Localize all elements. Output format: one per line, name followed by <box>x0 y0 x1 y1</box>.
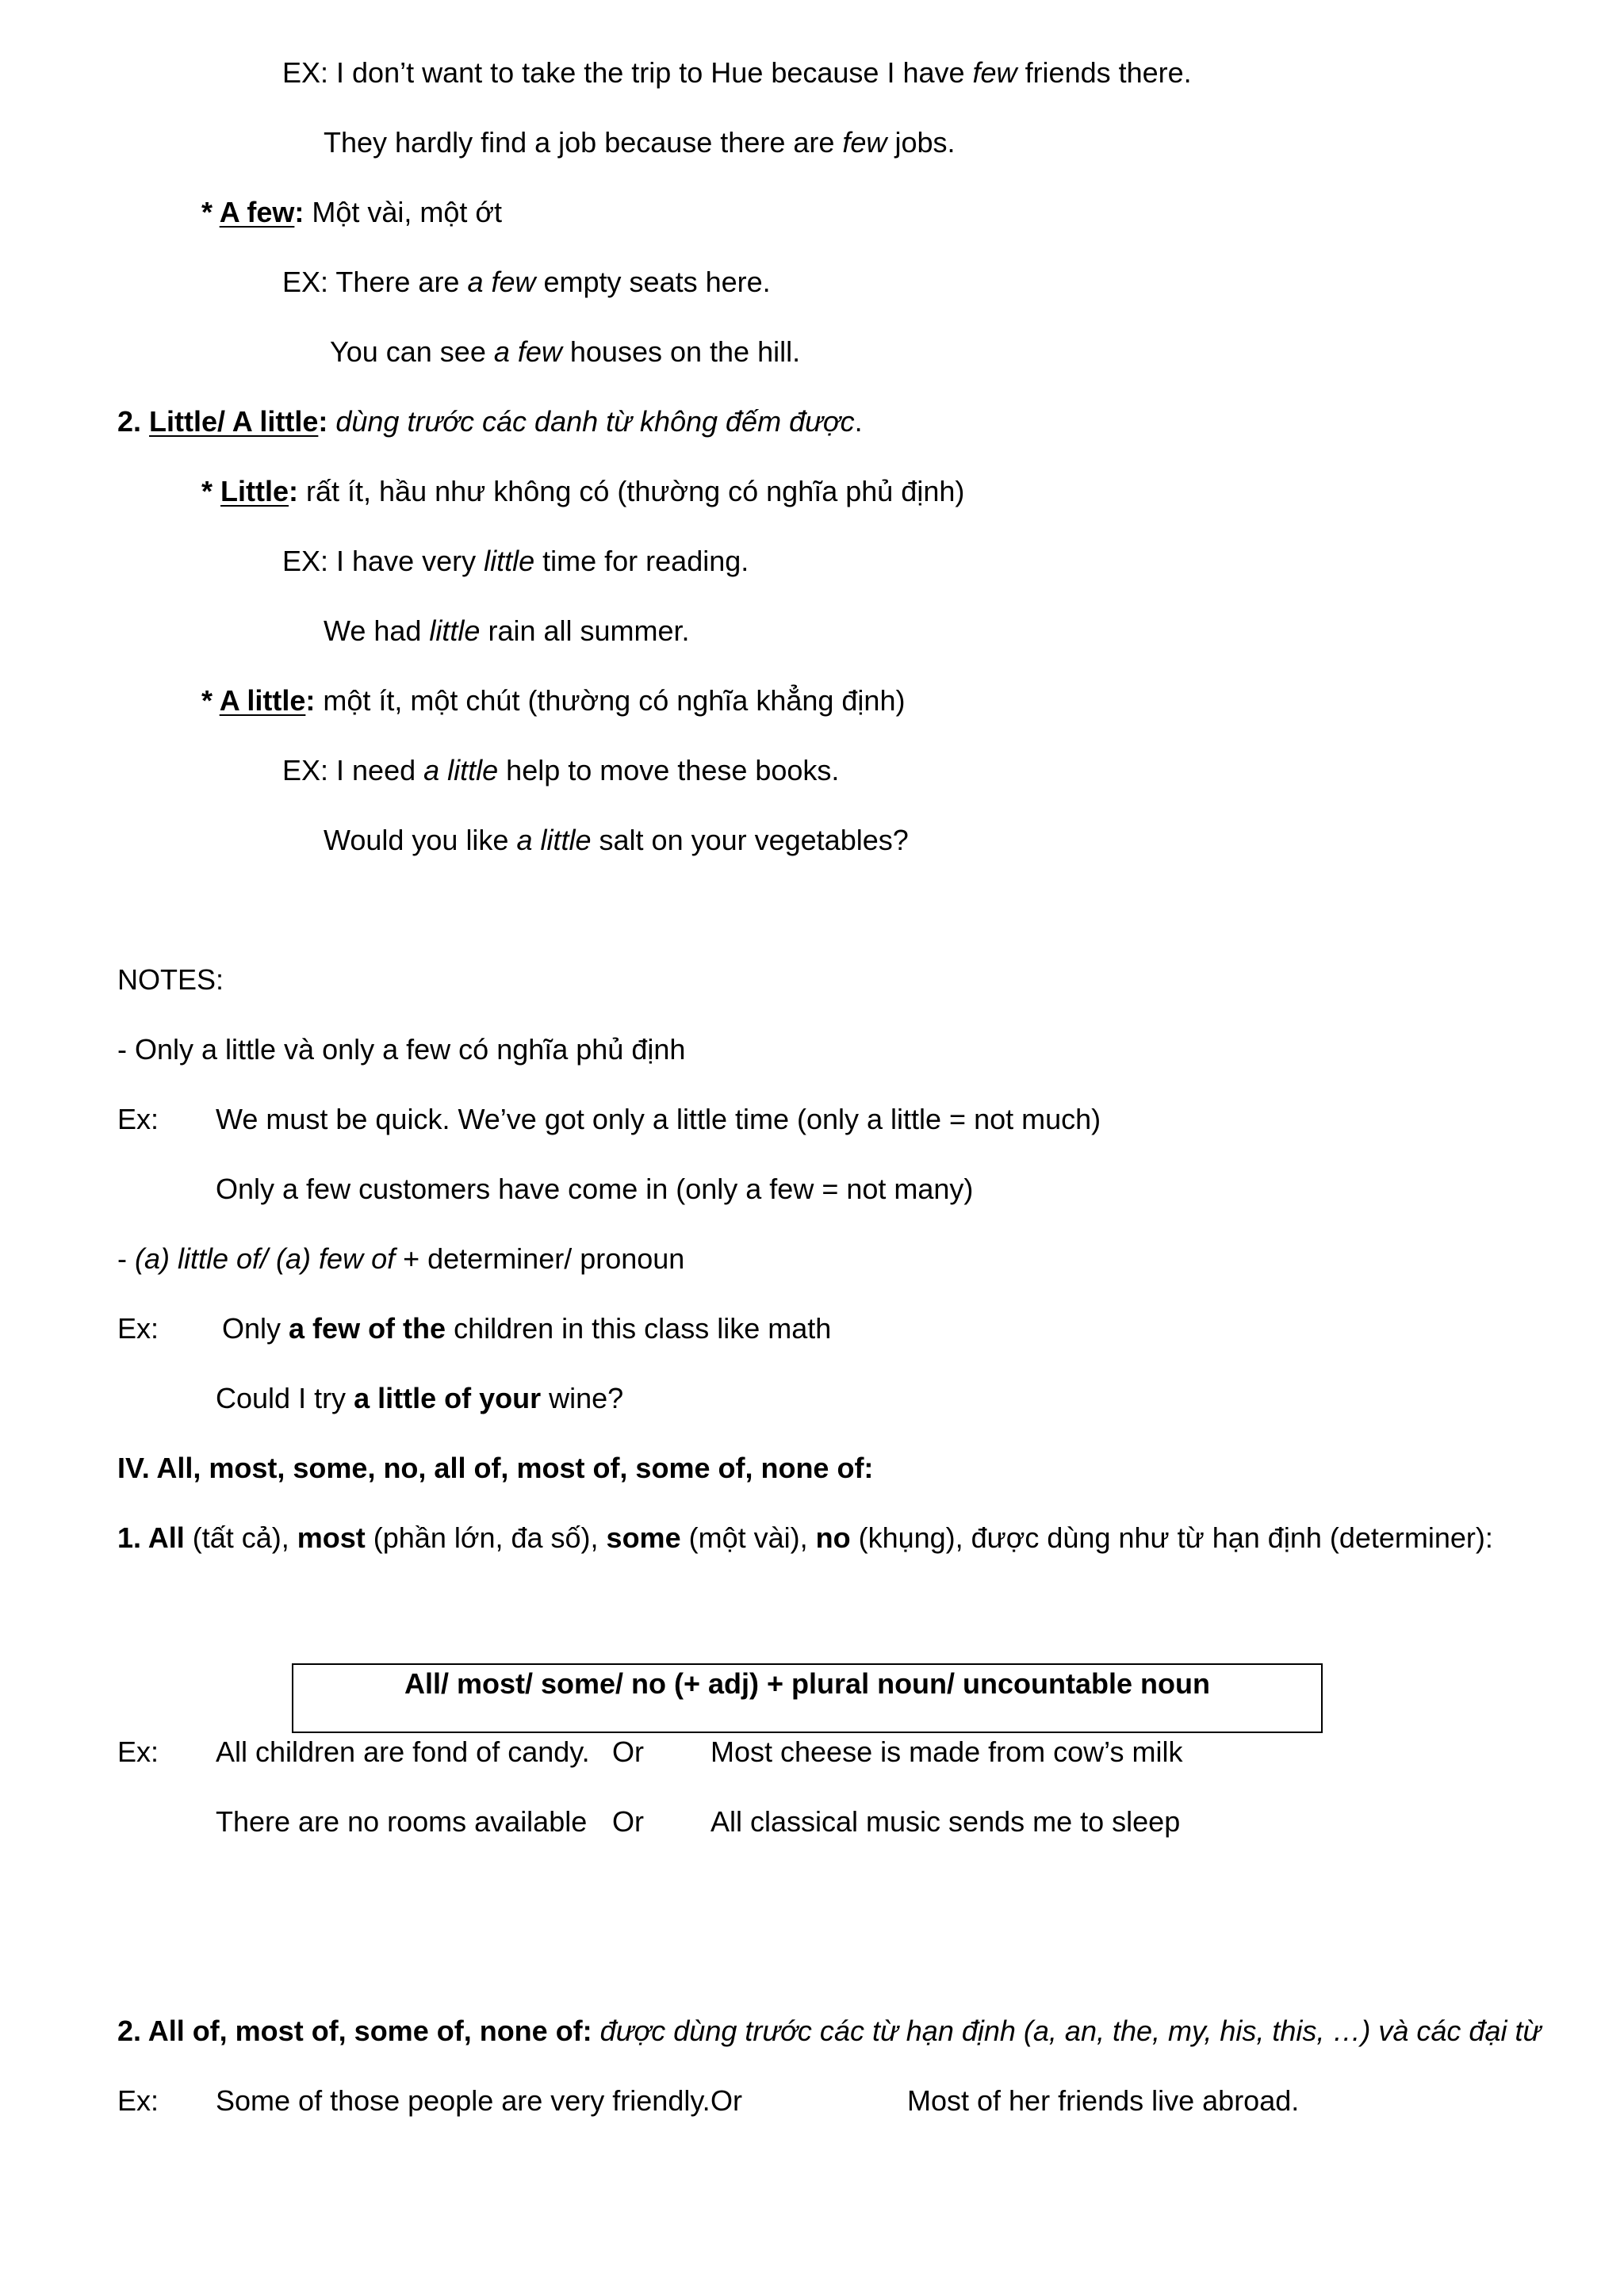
little-example-1 <box>282 544 749 579</box>
note-2 <box>117 1242 684 1276</box>
example-text: houses on the hill. <box>561 335 801 368</box>
emphasis-word: a little <box>423 754 499 786</box>
heading-end: . <box>854 405 863 438</box>
emphasis-word: little <box>429 614 481 647</box>
emphasis-word: few <box>972 56 1017 89</box>
paragraph-text: (khụng), được dùng như từ hạn định (determiner): <box>850 1521 1493 1554</box>
formula-text: All/ most/ some/ no (+ adj) + plural noun/ uncountable noun <box>404 1667 1211 1700</box>
note-2-example-2 <box>216 1381 623 1416</box>
example-text: EX: There are <box>282 266 468 298</box>
bold-word: no <box>815 1521 851 1554</box>
paragraph-text: (tất cả), <box>184 1521 297 1554</box>
heading-number: 2. <box>117 405 150 438</box>
heading-term: Little/ A little <box>149 405 319 438</box>
or-word: Or <box>710 2084 742 2117</box>
example-text: children in this class like math <box>446 1312 832 1345</box>
few-example-2 <box>324 125 955 160</box>
example-text: EX: I have very <box>282 545 485 577</box>
example-label: Ex: <box>117 1103 159 1135</box>
note-1-example-1: We must be quick. We’ve got only a little time (only a little = not much) <box>216 1103 1101 1135</box>
example-row-1-right: Most cheese is made from cow’s milk <box>710 1735 1183 1768</box>
example-left: Some of those people are very friendly. <box>216 2084 710 2117</box>
term-little: Little <box>220 475 289 507</box>
example-right: Most of her friends live abroad. <box>907 2084 1300 2117</box>
paragraph-text: (một vài), <box>680 1521 816 1554</box>
or-word: Or <box>612 1735 644 1768</box>
example-label: Ex: <box>117 1735 159 1768</box>
example-text: salt on your vegetables? <box>591 824 909 856</box>
little-definition <box>201 474 964 509</box>
definition-text: một ít, một chút (thường có nghĩa khẳng định) <box>315 684 906 717</box>
bold-word: most <box>297 1521 366 1554</box>
term-colon: : <box>294 196 304 228</box>
heading-description: dùng trước các danh từ không đếm được <box>327 405 855 438</box>
bold-word: All <box>147 1521 185 1554</box>
example-row-2-right: All classical music sends me to sleep <box>710 1805 1181 1838</box>
paragraph-text: (phần lớn, đa số), <box>365 1521 607 1554</box>
example-text: Would you like <box>324 824 517 856</box>
example-text: You can see <box>330 335 494 368</box>
example-text: jobs. <box>887 126 956 159</box>
emphasis-word: few <box>842 126 887 159</box>
term-colon: : <box>305 684 316 717</box>
emphasis-word: a few <box>493 335 562 368</box>
formula-box <box>292 1663 1323 1733</box>
section-iv-heading <box>117 1451 873 1486</box>
a-few-example-1 <box>282 265 771 300</box>
notes-title: NOTES: <box>117 963 224 996</box>
section-heading: IV. All, most, some, no, all of, most of, some of, none of: <box>117 1452 874 1484</box>
term-colon: : <box>289 475 299 507</box>
note-1: - Only a little và only a few có nghĩa phủ định <box>117 1033 686 1066</box>
little-heading <box>117 404 863 439</box>
paragraph-heading: 2. All of, most of, some of, none of: <box>117 2015 592 2047</box>
note-2-example-1 <box>222 1311 831 1346</box>
note-rest: + determiner/ pronoun <box>395 1242 685 1275</box>
definition-text: rất ít, hầu như không có (thường có nghĩa phủ định) <box>298 475 965 507</box>
few-example-1 <box>282 55 1192 90</box>
note-1-example-2: Only a few customers have come in (only a few = not many) <box>216 1173 974 1205</box>
paragraph-description: được dùng trước các từ hạn định (a, an, the, my, his, this, …) và các đại từ <box>592 2015 1542 2047</box>
a-little-example-1 <box>282 753 839 788</box>
emphasis-word: a little <box>516 824 592 856</box>
example-text: Only <box>222 1312 289 1345</box>
bullet-star: * <box>201 684 220 717</box>
definition-text: Một vài, một ớt <box>304 196 503 228</box>
or-word: Or <box>612 1805 644 1838</box>
emphasis-word: little <box>484 545 535 577</box>
term-a-few: A few <box>219 196 295 228</box>
section-iv-paragraph-1 <box>117 1521 1493 1556</box>
example-text: empty seats here. <box>535 266 771 298</box>
note-dash: - <box>117 1242 135 1275</box>
example-text: We had <box>324 614 430 647</box>
little-example-2 <box>324 614 690 649</box>
section-iv-paragraph-2 <box>117 2014 1541 2049</box>
a-few-definition <box>201 195 502 230</box>
example-text: wine? <box>541 1382 624 1414</box>
heading-colon: : <box>318 405 328 438</box>
a-few-example-2 <box>330 335 800 369</box>
bold-phrase: a few of the <box>289 1312 446 1345</box>
paragraph-number: 1. <box>117 1521 148 1554</box>
example-text: time for reading. <box>534 545 749 577</box>
term-a-little: A little <box>219 684 306 717</box>
example-text: Could I try <box>216 1382 354 1414</box>
note-pattern: (a) little of/ (a) few of <box>135 1242 396 1275</box>
a-little-definition <box>201 683 905 718</box>
bullet-star: * <box>201 196 220 228</box>
bold-word: some <box>606 1521 681 1554</box>
example-text: I don’t want to take the trip to Hue because I have <box>336 56 973 89</box>
emphasis-word: a few <box>467 266 536 298</box>
example-row-1-left: All children are fond of candy. <box>216 1735 590 1768</box>
example-row-2-left: There are no rooms available <box>216 1805 588 1838</box>
example-text: EX: I need <box>282 754 424 786</box>
example-text: rain all summer. <box>480 614 690 647</box>
example-text: friends there. <box>1017 56 1192 89</box>
example-text: help to move these books. <box>498 754 840 786</box>
example-label: Ex: <box>117 2084 159 2117</box>
bullet-star: * <box>201 475 221 507</box>
example-label: EX: <box>282 56 337 89</box>
bold-phrase: a little of your <box>354 1382 542 1414</box>
example-label: Ex: <box>117 1312 159 1345</box>
a-little-example-2 <box>324 823 909 858</box>
example-text: They hardly find a job because there are <box>324 126 843 159</box>
